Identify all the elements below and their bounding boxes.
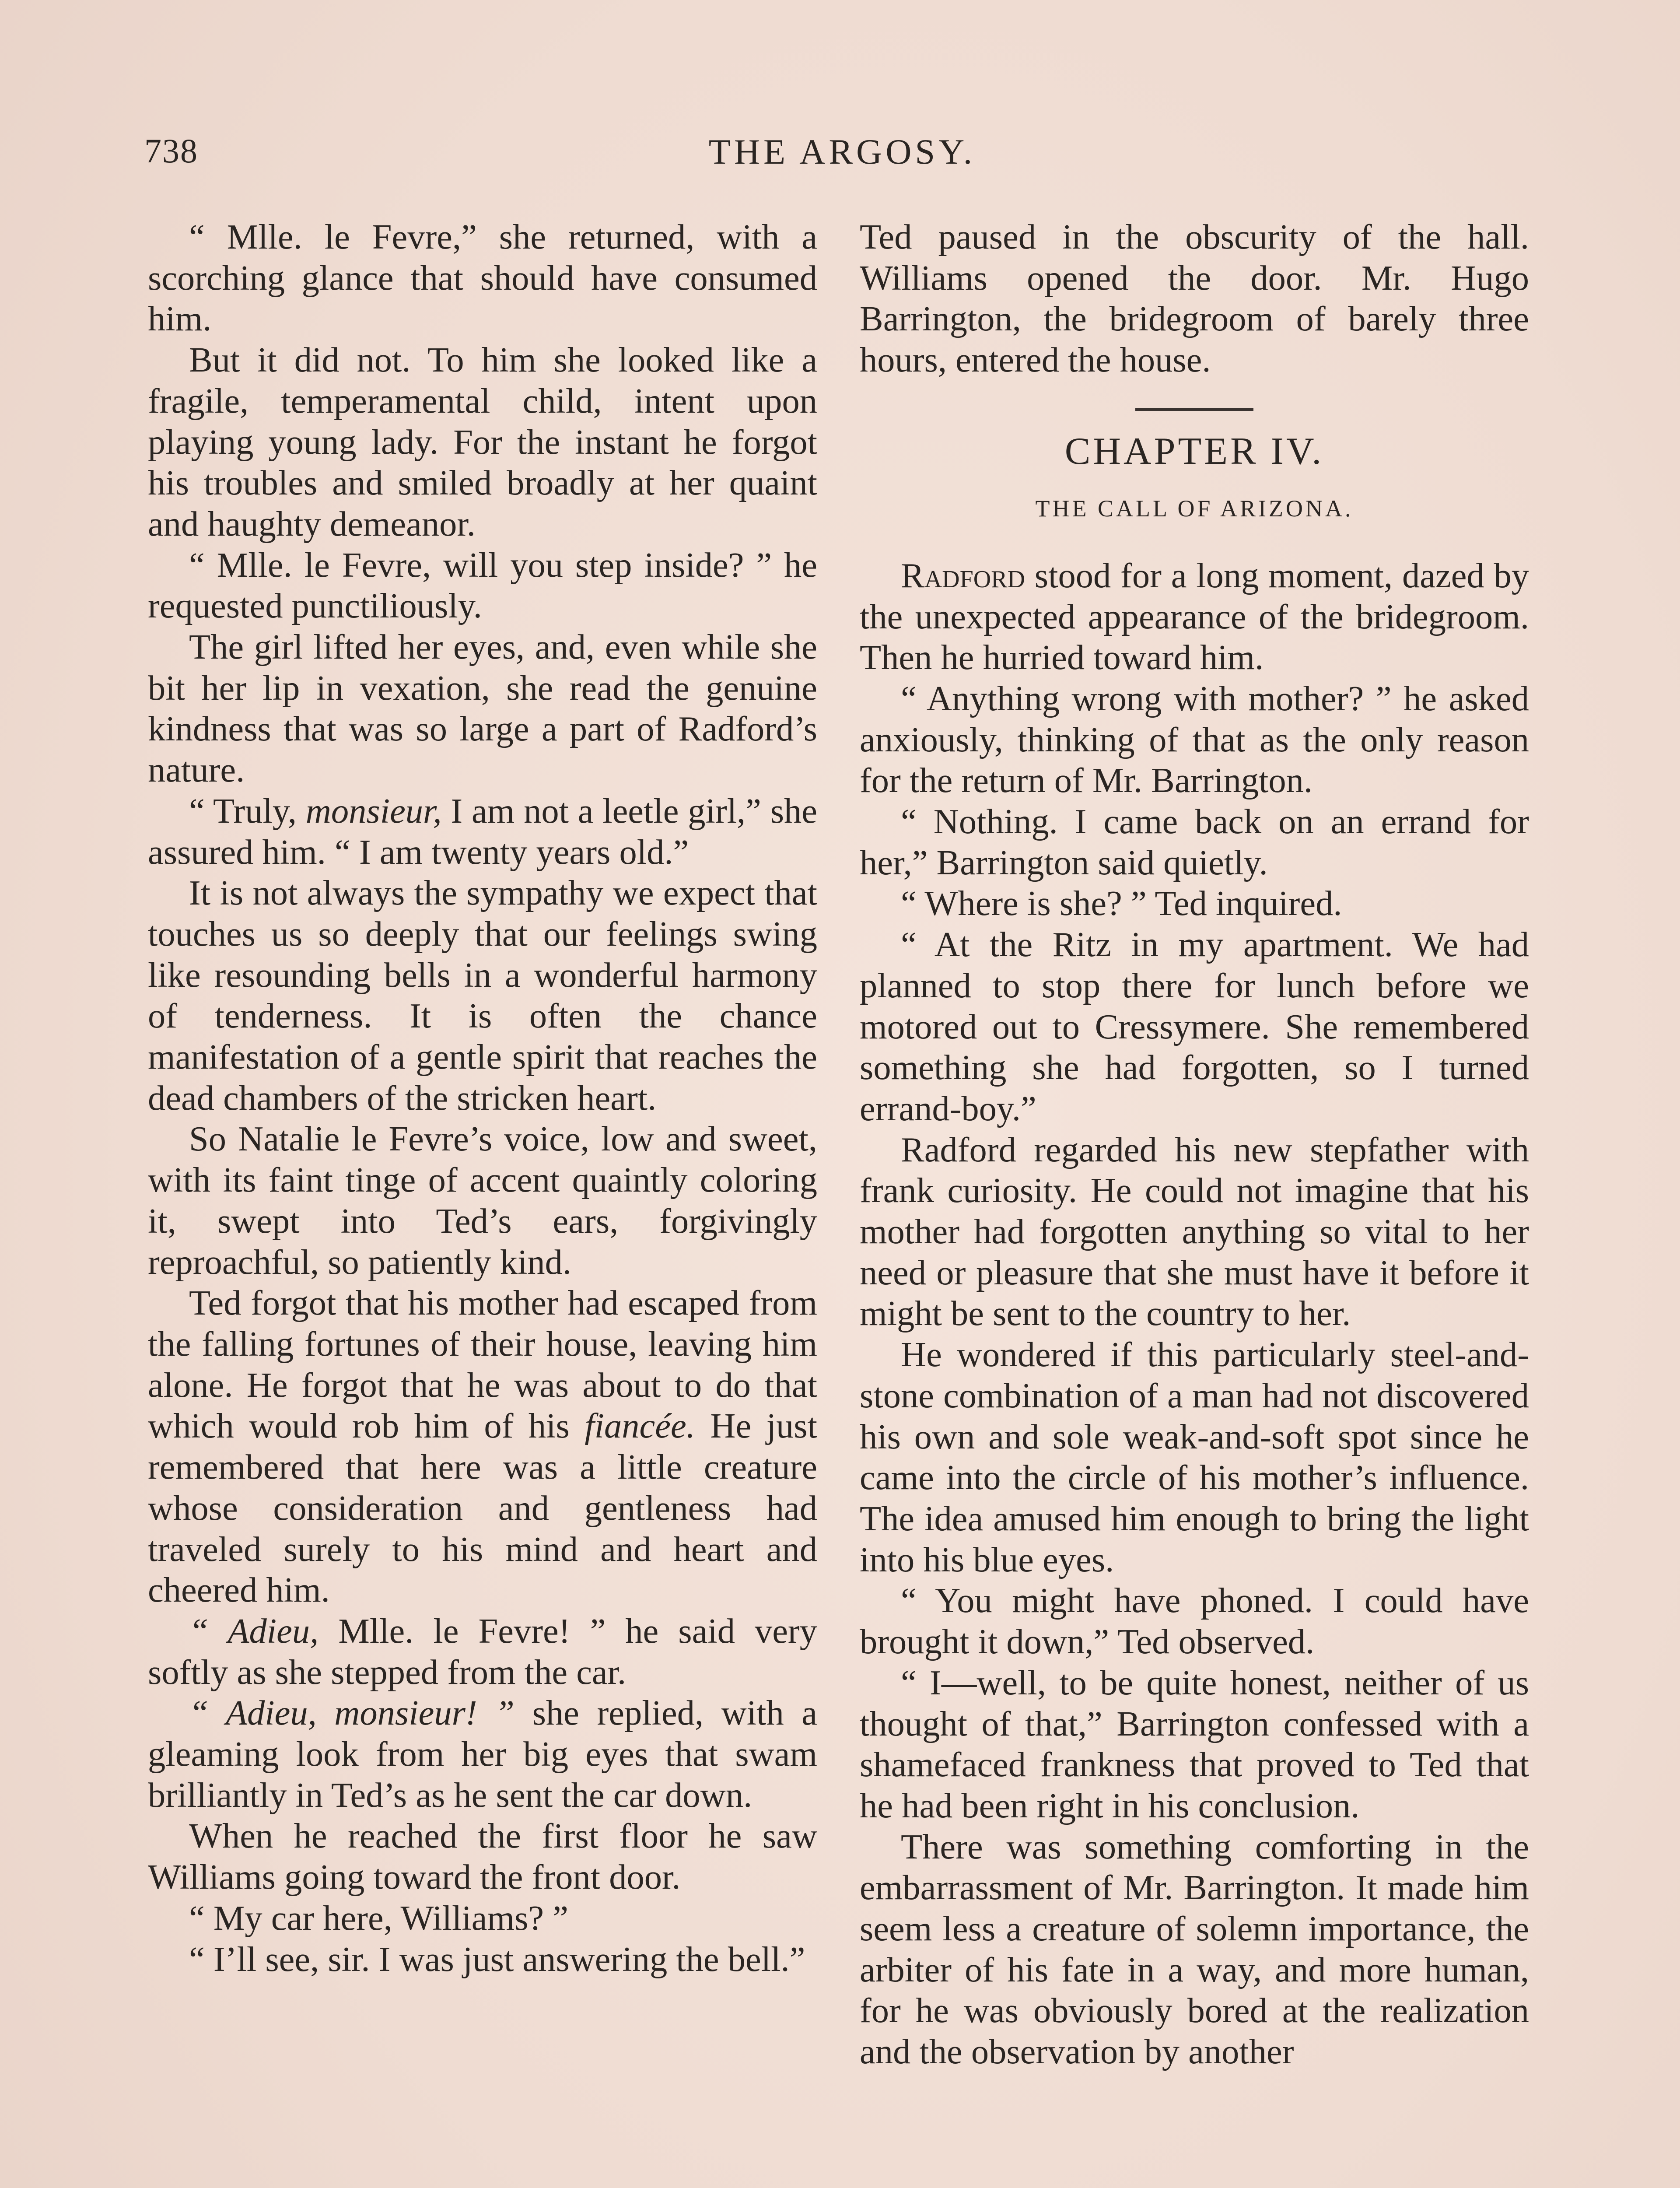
text-run: “ Truly, xyxy=(189,791,306,831)
text-run: she replied, with a gleaming look from her big eyes that swam brilliantly in Ted’s as he sent the car down. xyxy=(148,1694,818,1815)
chapter-subtitle: THE CALL OF ARIZONA. xyxy=(1035,495,1354,522)
right-column xyxy=(860,217,1529,2072)
paragraph: So Natalie le Fevre’s voice, low and sweet, with its faint tinge of accent quaintly coloring it, swept into Ted’s ears, forgivingly reproachful, so patiently kind. xyxy=(148,1119,817,1282)
paragraph: “ You might have phoned. I could have brought it down,” Ted observed. xyxy=(860,1581,1529,1662)
text-run: I am not a leetle girl,” she assured him. “ I am twenty years old.” xyxy=(148,791,817,872)
paragraph: When he reached the first floor he saw Williams going toward the front door. xyxy=(148,1816,817,1897)
paragraph: “ Mlle. le Fevre, will you step inside? ” he requested punctiliously. xyxy=(148,545,817,626)
text-run: Mlle. le Fevre! ” he said very softly as she stepped from the car. xyxy=(148,1611,817,1692)
paragraph: “ Anything wrong with mother? ” he asked anxiously, thinking of that as the only reason for the return of Mr. Barrington. xyxy=(860,679,1529,800)
running-title: THE ARGOSY. xyxy=(708,132,976,172)
paragraph xyxy=(148,1693,817,1816)
page-header xyxy=(144,131,1540,184)
chapter-title: CHAPTER IV. xyxy=(1064,430,1324,473)
page-number: 738 xyxy=(144,132,198,170)
left-column xyxy=(148,217,817,1980)
paragraph: Ted paused in the obscurity of the hall. Williams opened the door. Mr. Hugo Barrington, the bridegroom of barely three hours, entered the house. xyxy=(860,217,1529,380)
paragraph: “ I—well, to be quite honest, neither of us thought of that,” Barrington confessed with a shamefaced frankness that proved to Ted that he had been right in his conclusion. xyxy=(860,1663,1529,1825)
paragraph: He wondered if this particularly steel-and-stone combination of a man had not discovered his own and sole weak-and-soft spot since he came into the circle of his mother’s influence. The idea amused him enough to bring the light into his blue eyes. xyxy=(860,1335,1529,1579)
italic-text: fiancée. xyxy=(584,1406,695,1446)
section-divider xyxy=(1135,408,1253,411)
paragraph: It is not always the sympathy we expect that touches us so deeply that our feelings swing like resounding bells in a wonderful harmony of tenderness. It is often the chance manifestation of a gentle spirit that reaches the dead chambers of the stricken heart. xyxy=(148,873,817,1118)
italic-text: “ Adieu, monsieur! ” xyxy=(189,1694,515,1733)
text-run: stood for a long moment, dazed by the unexpected appearance of the bridegroom. Then he hurried toward him. xyxy=(860,556,1529,677)
italic-text: “ Adieu, xyxy=(189,1611,319,1651)
paragraph xyxy=(148,1283,817,1611)
paragraph: “ I’ll see, sir. I was just answering the bell.” xyxy=(189,1939,805,1979)
paragraph: “ Mlle. le Fevre,” she returned, with a scorching glance that should have consumed him. xyxy=(148,217,817,339)
paragraph: “ Nothing. I came back on an errand for her,” Barrington said quietly. xyxy=(860,802,1529,882)
smallcaps-text: Radford xyxy=(901,556,1025,595)
paragraph: There was something comforting in the embarrassment of Mr. Barrington. It made him seem less a creature of solemn importance, the arbiter of his fate in a way, and more human, for he was obviously bored at the realization and the observation by another xyxy=(860,1827,1529,2072)
paragraph: Radford regarded his new stepfather with frank curiosity. He could not imagine that his mother had forgotten anything so vital to her need or pleasure that she must have it before it might be sent to the country to her. xyxy=(860,1130,1529,1333)
paragraph: The girl lifted her eyes, and, even while she bit her lip in vexation, she read the genuine kindness that was so large a part of Radford’s nature. xyxy=(148,628,817,790)
text-run: He just remembered that here was a little creature whose consideration and gentleness had traveled surely to his mind and heart and cheered him. xyxy=(148,1406,817,1610)
paragraph xyxy=(860,555,1529,678)
paragraph: But it did not. To him she looked like a fragile, temperamental child, intent upon playing young lady. For the instant he forgot his troubles and smiled broadly at her quaint and haughty demeanor. xyxy=(148,340,817,543)
paragraph: “ At the Ritz in my apartment. We had planned to stop there for lunch before we motored out to Cressymere. She remembered something she had forgotten, so I turned errand-boy.” xyxy=(860,925,1529,1128)
paragraph: “ My car here, Williams? ” xyxy=(189,1898,568,1938)
paragraph xyxy=(148,791,817,873)
italic-text: monsieur, xyxy=(305,791,442,831)
paragraph xyxy=(148,1611,817,1693)
text-run: Ted forgot that his mother had escaped from the falling fortunes of their house, leaving him alone. He forgot that he was about to do that which would rob him of his xyxy=(148,1283,817,1446)
paragraph: “ Where is she? ” Ted inquired. xyxy=(901,884,1342,923)
